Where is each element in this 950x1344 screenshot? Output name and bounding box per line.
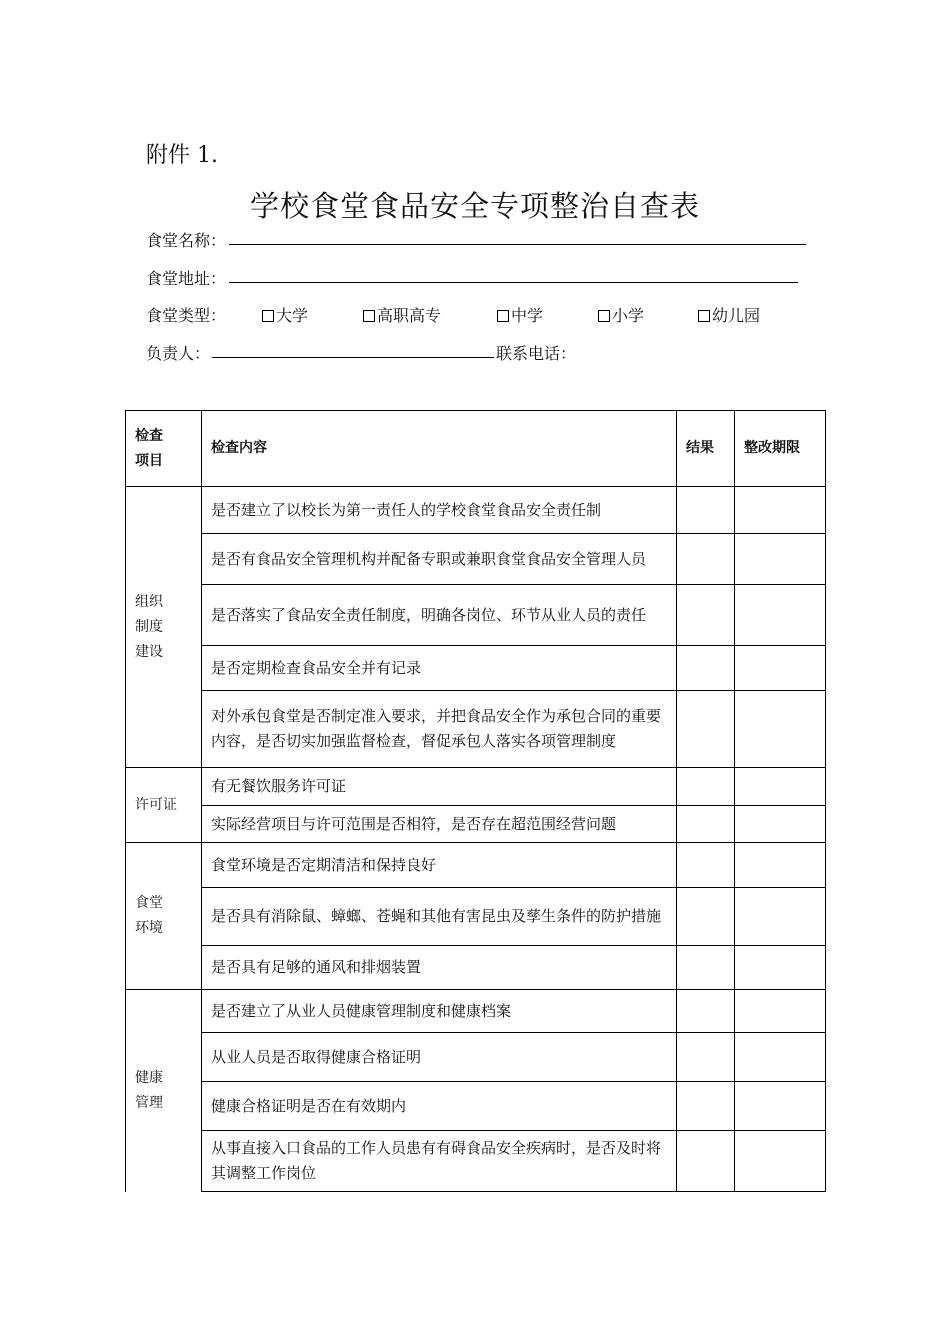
type-option-university[interactable]: 大学 — [262, 303, 308, 326]
check-item: 食堂环境是否定期清洁和保持良好 — [202, 843, 677, 888]
check-item: 是否具有消除鼠、蟑螂、苍蝇和其他有害昆虫及孳生条件的防护措施 — [202, 888, 677, 946]
canteen-address-field[interactable] — [229, 282, 798, 283]
deadline-cell[interactable] — [735, 1082, 826, 1131]
phone-label: 联系电话： — [496, 344, 577, 363]
check-item: 健康合格证明是否在有效期内 — [202, 1082, 677, 1131]
category-org-system: 组织 制度 建设 — [126, 487, 202, 768]
type-option-vocational[interactable]: 高职高专 — [363, 303, 441, 326]
result-cell[interactable] — [677, 990, 735, 1033]
canteen-type-label: 食堂类型： — [146, 306, 227, 325]
inspection-table — [125, 410, 826, 1192]
type-option-middle-school[interactable]: 中学 — [497, 303, 543, 326]
deadline-cell[interactable] — [735, 806, 826, 843]
canteen-name-label: 食堂名称： — [146, 231, 227, 250]
result-cell[interactable] — [677, 1082, 735, 1131]
type-option-primary-school[interactable]: 小学 — [598, 303, 644, 326]
table-row — [126, 806, 826, 843]
check-item: 是否定期检查食品安全并有记录 — [202, 646, 677, 691]
result-cell[interactable] — [677, 888, 735, 946]
attachment-label: 附件 1. — [146, 143, 218, 168]
deadline-cell[interactable] — [735, 990, 826, 1033]
category-license: 许可证 — [126, 768, 202, 843]
result-cell[interactable] — [677, 806, 735, 843]
type-option-kindergarten[interactable]: 幼儿园 — [698, 303, 760, 326]
table-row — [126, 646, 826, 691]
canteen-address-label: 食堂地址： — [146, 269, 227, 288]
deadline-cell[interactable] — [735, 585, 826, 646]
result-cell[interactable] — [677, 946, 735, 990]
category-environment: 食堂 环境 — [126, 843, 202, 990]
header-deadline: 整改期限 — [735, 411, 826, 487]
deadline-cell[interactable] — [735, 646, 826, 691]
deadline-cell[interactable] — [735, 888, 826, 946]
result-cell[interactable] — [677, 768, 735, 806]
table-row — [126, 585, 826, 646]
deadline-cell[interactable] — [735, 1033, 826, 1082]
table-row — [126, 990, 826, 1033]
header-category: 检查项目 — [126, 411, 202, 487]
result-cell[interactable] — [677, 1033, 735, 1082]
person-in-charge-field[interactable] — [212, 357, 494, 358]
check-item: 从事直接入口食品的工作人员患有有碍食品安全疾病时，是否及时将其调整工作岗位 — [202, 1131, 677, 1192]
check-item: 是否建立了以校长为第一责任人的学校食堂食品安全责任制 — [202, 487, 677, 534]
table-row — [126, 843, 826, 888]
table-row — [126, 487, 826, 534]
table-row — [126, 1082, 826, 1131]
table-header-row — [126, 411, 826, 487]
table-row — [126, 1033, 826, 1082]
result-cell[interactable] — [677, 534, 735, 585]
deadline-cell[interactable] — [735, 691, 826, 768]
check-item: 是否具有足够的通风和排烟装置 — [202, 946, 677, 990]
checkbox-icon[interactable] — [698, 310, 710, 322]
page-title: 学校食堂食品安全专项整治自查表 — [249, 189, 700, 223]
canteen-name-field[interactable] — [229, 244, 806, 245]
person-in-charge-label: 负责人： — [146, 344, 211, 363]
header-result: 结果 — [677, 411, 735, 487]
category-health: 健康 管理 — [126, 990, 202, 1192]
deadline-cell[interactable] — [735, 946, 826, 990]
check-item: 是否有食品安全管理机构并配备专职或兼职食堂食品安全管理人员 — [202, 534, 677, 585]
table-row — [126, 691, 826, 768]
table-row — [126, 1131, 826, 1192]
result-cell[interactable] — [677, 646, 735, 691]
table-row — [126, 534, 826, 585]
check-item: 实际经营项目与许可范围是否相符，是否存在超范围经营问题 — [202, 806, 677, 843]
check-item: 有无餐饮服务许可证 — [202, 768, 677, 806]
checkbox-icon[interactable] — [363, 310, 375, 322]
deadline-cell[interactable] — [735, 843, 826, 888]
deadline-cell[interactable] — [735, 487, 826, 534]
deadline-cell[interactable] — [735, 768, 826, 806]
checkbox-icon[interactable] — [262, 310, 274, 322]
table-row — [126, 888, 826, 946]
check-item: 从业人员是否取得健康合格证明 — [202, 1033, 677, 1082]
header-content: 检查内容 — [202, 411, 677, 487]
result-cell[interactable] — [677, 487, 735, 534]
result-cell[interactable] — [677, 691, 735, 768]
deadline-cell[interactable] — [735, 1131, 826, 1192]
check-item: 对外承包食堂是否制定准入要求，并把食品安全作为承包合同的重要内容，是否切实加强监督检查，督促承包人落实各项管理制度 — [202, 691, 677, 768]
table-row — [126, 946, 826, 990]
checkbox-icon[interactable] — [497, 310, 509, 322]
check-item: 是否建立了从业人员健康管理制度和健康档案 — [202, 990, 677, 1033]
result-cell[interactable] — [677, 843, 735, 888]
result-cell[interactable] — [677, 585, 735, 646]
checkbox-icon[interactable] — [598, 310, 610, 322]
check-item: 是否落实了食品安全责任制度，明确各岗位、环节从业人员的责任 — [202, 585, 677, 646]
table-row — [126, 768, 826, 806]
deadline-cell[interactable] — [735, 534, 826, 585]
result-cell[interactable] — [677, 1131, 735, 1192]
